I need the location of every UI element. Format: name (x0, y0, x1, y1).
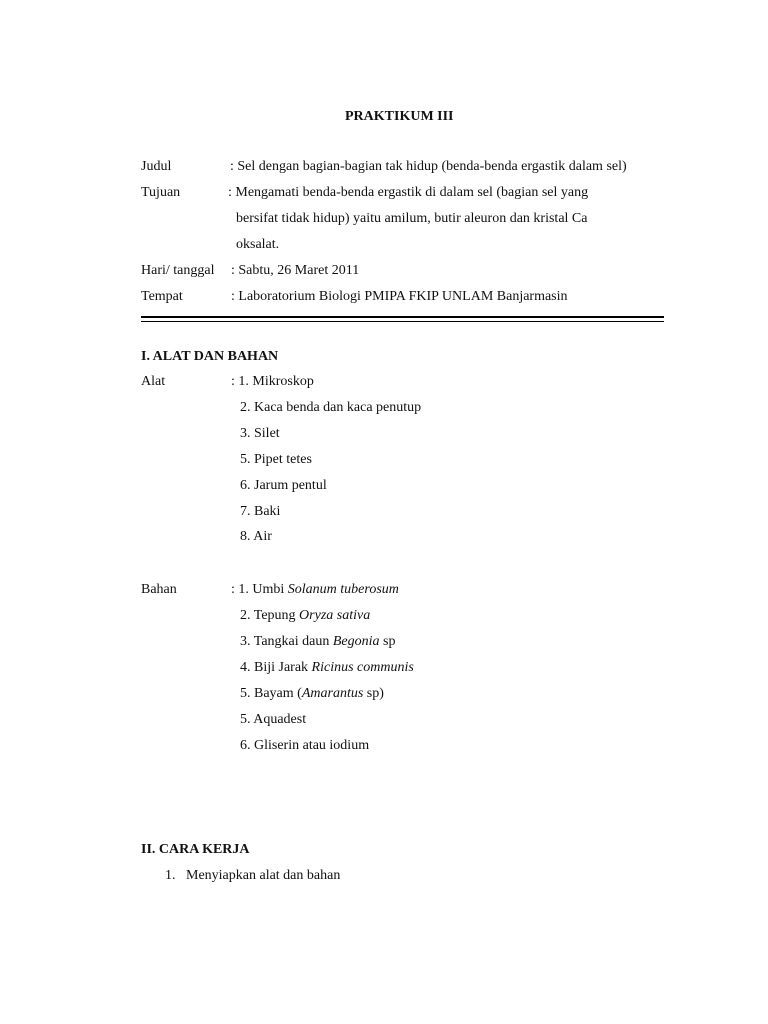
hari-label: Hari/ tanggal (141, 263, 215, 278)
alat-item: : 1. Mikroskop (231, 374, 314, 389)
alat-item: 8. Air (240, 529, 272, 544)
bahan-item-text: 3. Tangkai daun (240, 634, 333, 649)
bahan-item-suffix: sp (379, 634, 396, 649)
tujuan-line-2: bersifat tidak hidup) yaitu amilum, butir aleuron dan kristal Ca (236, 211, 588, 226)
bahan-item (240, 660, 414, 676)
section-heading-cara-kerja: II. CARA KERJA (141, 842, 250, 857)
tujuan-line-1: : Mengamati benda-benda ergastik di dalam sel (bagian sel yang (228, 185, 589, 200)
bahan-item-species: Amarantus (301, 686, 364, 701)
bahan-item-text: : 1. Umbi (231, 582, 288, 597)
alat-item: 7. Baki (240, 504, 281, 519)
tujuan-line-3: oksalat. (236, 237, 280, 252)
alat-label: Alat (141, 374, 166, 389)
tempat-value: : Laboratorium Biologi PMIPA FKIP UNLAM Banjarmasin (231, 289, 568, 304)
bahan-item-species: Ricinus communis (311, 660, 414, 675)
bahan-item-text: 4. Biji Jarak (240, 660, 312, 675)
bahan-item-text: 5. Aquadest (240, 712, 307, 727)
section-heading-alat-bahan: I. ALAT DAN BAHAN (141, 349, 279, 364)
judul-label: Judul (141, 159, 172, 174)
hari-value: : Sabtu, 26 Maret 2011 (231, 263, 360, 278)
bahan-item (240, 712, 306, 728)
alat-item: 6. Jarum pentul (240, 478, 327, 493)
header-divider-thin (141, 321, 664, 322)
bahan-item (240, 686, 384, 702)
alat-item: 5. Pipet tetes (240, 452, 312, 467)
header-divider-thick (141, 316, 664, 318)
bahan-item-suffix: sp) (363, 686, 384, 701)
bahan-item-species: Oryza sativa (299, 608, 371, 623)
tujuan-label: Tujuan (141, 185, 181, 200)
bahan-item-species: Begonia (332, 634, 380, 649)
bahan-item (231, 582, 399, 598)
bahan-label: Bahan (141, 582, 177, 597)
bahan-item-text: 5. Bayam ( (240, 686, 302, 701)
alat-item: 3. Silet (240, 426, 280, 441)
judul-value: : Sel dengan bagian-bagian tak hidup (benda-benda ergastik dalam sel) (230, 159, 627, 174)
bahan-item (240, 738, 369, 754)
bahan-item (240, 608, 370, 624)
bahan-item-text: 6. Gliserin atau iodium (240, 738, 370, 753)
bahan-item-text: 2. Tepung (240, 608, 300, 623)
bahan-item (240, 634, 395, 650)
tempat-label: Tempat (141, 289, 183, 304)
alat-item: 2. Kaca benda dan kaca penutup (240, 400, 422, 415)
page-title: PRAKTIKUM III (345, 109, 454, 124)
bahan-item-species: Solanum tuberosum (287, 582, 399, 597)
step-item: 1. Menyiapkan alat dan bahan (165, 868, 341, 883)
